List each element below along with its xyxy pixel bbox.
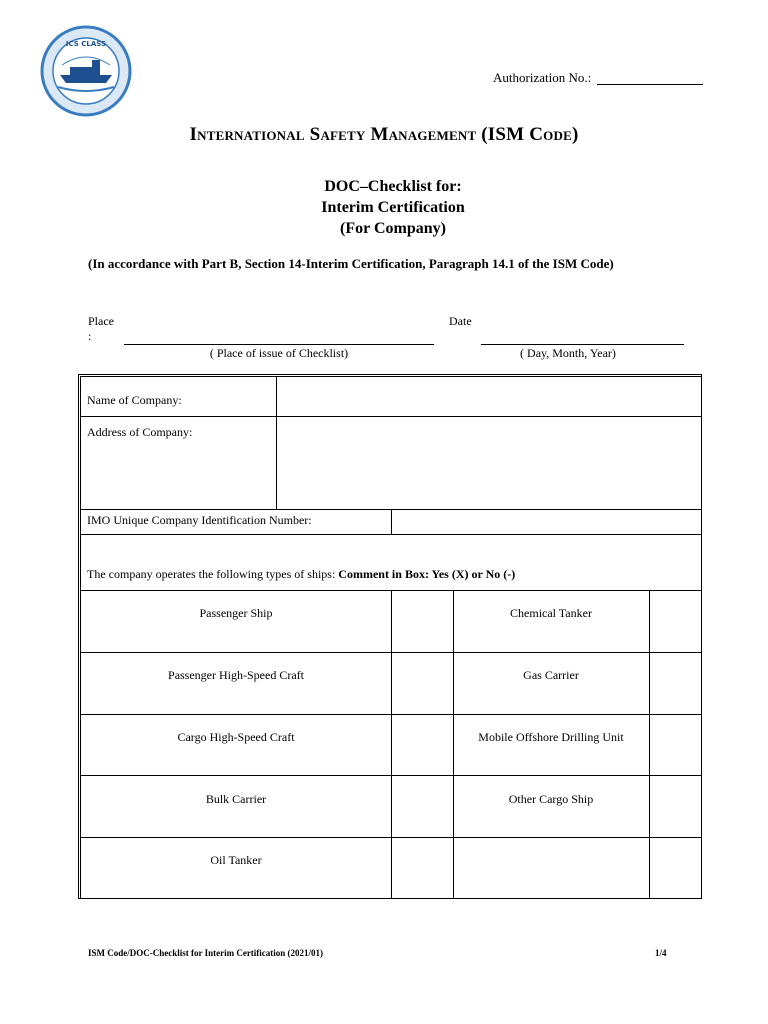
checkbox-chemical-tanker[interactable] <box>650 591 701 652</box>
place-field[interactable] <box>124 344 434 345</box>
company-name-label: Name of Company: <box>87 393 182 407</box>
page-number: 1/4 <box>655 948 667 958</box>
ship-type-gas-carrier: Gas Carrier <box>523 668 579 682</box>
checkbox-oil-tanker[interactable] <box>392 838 453 898</box>
ship-type-other-cargo: Other Cargo Ship <box>508 792 594 806</box>
ship-type-passenger-ship: Passenger Ship <box>199 606 273 620</box>
ship-type-oil-tanker: Oil Tanker <box>210 853 262 867</box>
for-company-label: (For Company) <box>340 220 446 237</box>
ship-types-instruction: The company operates the following types of ships: Comment in Box: Yes (X) or No (-) <box>87 567 516 581</box>
company-address-label: Address of Company: <box>87 425 193 439</box>
checklist-subtitle: DOC–Checklist for: <box>324 178 462 195</box>
form-table <box>80 376 702 899</box>
ship-type-bulk-carrier: Bulk Carrier <box>205 792 267 806</box>
ics-class-logo <box>40 25 132 117</box>
date-label: Date <box>449 314 472 328</box>
checkbox-empty[interactable] <box>650 838 701 898</box>
place-label: Place : <box>88 314 114 343</box>
checkbox-bulk-carrier[interactable] <box>392 776 453 837</box>
footer-document-id: ISM Code/DOC-Checklist for Interim Certification (2021/01) <box>88 948 324 958</box>
date-field[interactable] <box>481 344 684 345</box>
date-hint: ( Day, Month, Year) <box>520 346 616 360</box>
accordance-note: (In accordance with Part B, Section 14-Interim Certification, Paragraph 14.1 of the ISM Code) <box>88 256 614 271</box>
logo-emblem <box>40 25 132 117</box>
company-name-field[interactable] <box>277 377 701 416</box>
logo-text-top: ICS CLASS <box>65 40 107 48</box>
document-title: International Safety Management (ISM Code) <box>189 124 579 145</box>
certification-type: Interim Certification <box>321 199 465 216</box>
authorization-label: Authorization No.: <box>493 70 592 85</box>
place-hint: ( Place of issue of Checklist) <box>209 346 349 360</box>
ship-type-modu: Mobile Offshore Drilling Unit <box>478 730 624 744</box>
authorization-field[interactable] <box>597 84 703 85</box>
checkbox-modu[interactable] <box>650 715 701 775</box>
checkbox-passenger-ship[interactable] <box>392 591 453 652</box>
checkbox-other-cargo[interactable] <box>650 776 701 837</box>
ship-type-passenger-hsc: Passenger High-Speed Craft <box>168 668 304 682</box>
imo-number-field[interactable] <box>392 510 701 534</box>
checkbox-cargo-hsc[interactable] <box>392 715 453 775</box>
company-address-field[interactable] <box>277 417 701 509</box>
imo-number-label: IMO Unique Company Identification Number: <box>87 513 312 527</box>
checkbox-passenger-hsc[interactable] <box>392 653 453 714</box>
row-divider <box>81 534 701 535</box>
checkbox-gas-carrier[interactable] <box>650 653 701 714</box>
ship-type-chemical-tanker: Chemical Tanker <box>510 606 592 620</box>
ship-type-cargo-hsc: Cargo High-Speed Craft <box>177 730 295 744</box>
